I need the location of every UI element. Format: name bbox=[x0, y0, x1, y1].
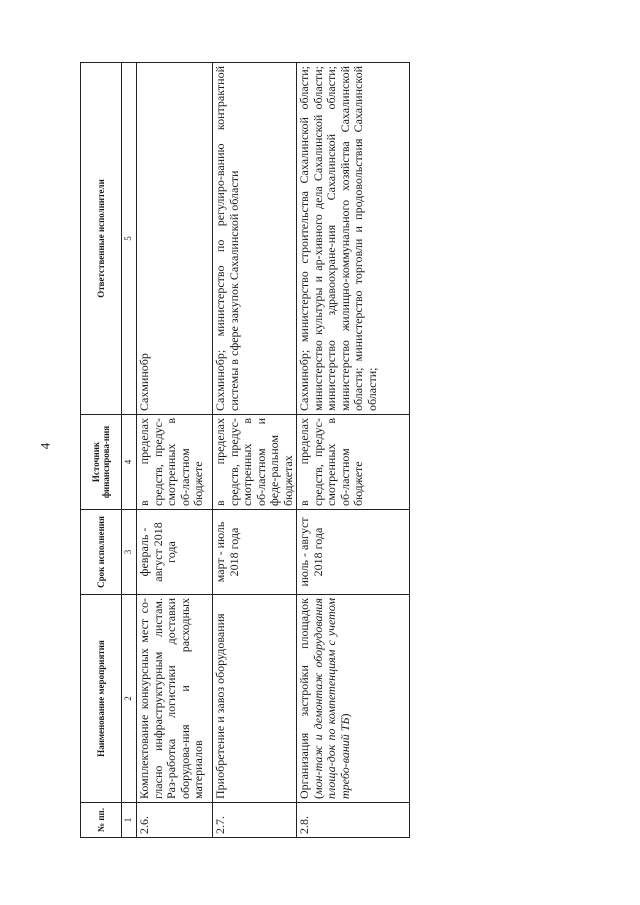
activity-name-end: ) bbox=[337, 713, 352, 718]
activity-name: Приобретение и завоз оборудования bbox=[213, 595, 297, 803]
table-row bbox=[297, 63, 410, 838]
rotated-table-sheet bbox=[80, 63, 425, 838]
activity-name-italic: мон-таж и демонтаж оборудования площа-док по компетенциям с учетом требо-ваний ТБ bbox=[310, 598, 352, 799]
column-number: 2 bbox=[122, 595, 137, 803]
column-number: 1 bbox=[122, 803, 137, 838]
row-number: 2.6. bbox=[137, 803, 213, 838]
responsible-executors: Сахминобр bbox=[137, 63, 213, 415]
column-number: 5 bbox=[122, 63, 137, 415]
table-row bbox=[137, 63, 213, 838]
table-row bbox=[213, 63, 297, 838]
activity-name bbox=[297, 595, 410, 803]
header-no: № пп. bbox=[81, 803, 122, 838]
header-name: Наименование мероприятия bbox=[81, 595, 122, 803]
activity-term: март - июль 2018 года bbox=[213, 510, 297, 595]
header-term: Срок исполнения bbox=[81, 510, 122, 595]
column-number-row bbox=[122, 63, 137, 838]
activity-name-plain: Организация застройки площадок ( bbox=[297, 598, 325, 799]
row-number: 2.7. bbox=[213, 803, 297, 838]
responsible-executors: Сахминобр; министерство строительства Сахалинской области; министерство культуры и ар-хивного дела Сахалинской области; министерство здравоохране-ния Сахалинской области; министерство жилищно-коммунального хозяйства Сахалинской области; министерство торговли и продовольствия Сахалинской области; bbox=[297, 63, 410, 415]
responsible-executors: Сахминобр; министерство по регулиро-ванию контрактной системы в сфере закупок Сахалинской области bbox=[213, 63, 297, 415]
activity-name: Комплектование конкурсных мест со-гласно инфраструктурным листам. Раз-работка логистики доставки оборудова-ния и расходных материалов bbox=[137, 595, 213, 803]
column-number: 3 bbox=[122, 510, 137, 595]
header-responsible: Ответственные исполнители bbox=[81, 63, 122, 415]
row-number: 2.8. bbox=[297, 803, 410, 838]
activity-term: июль - август 2018 года bbox=[297, 510, 410, 595]
header-row bbox=[81, 63, 122, 838]
funding-source: в пределах средств, предус-смотренных в об-ластном бюджете bbox=[297, 415, 410, 510]
funding-source: в пределах средств, предус-смотренных в об-ластном бюджете bbox=[137, 415, 213, 510]
column-number: 4 bbox=[122, 415, 137, 510]
header-source: Источник финансирова-ния bbox=[81, 415, 122, 510]
funding-source: в пределах средств, предус-смотренных в об-ластном и феде-ральном бюджетах bbox=[213, 415, 297, 510]
activities-table bbox=[80, 62, 410, 838]
page-number: 4 bbox=[37, 442, 53, 450]
activity-term: февраль - август 2018 года bbox=[137, 510, 213, 595]
